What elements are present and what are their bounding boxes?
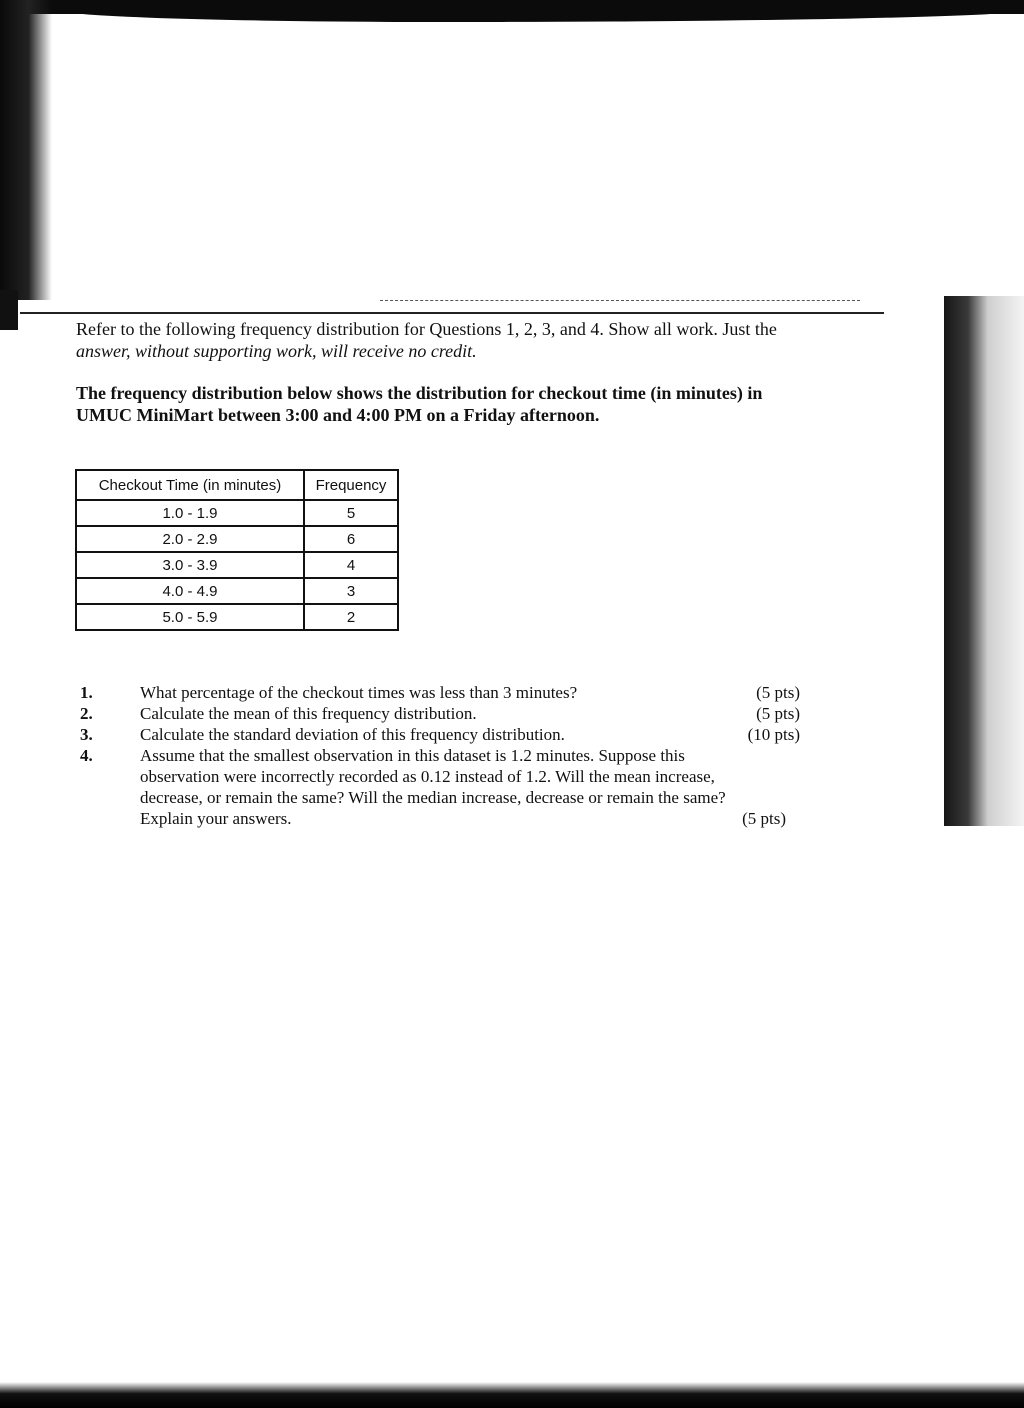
question-text-line: Explain your answers. [140,809,292,828]
cell-checkout-time: 2.0 - 2.9 [76,526,304,552]
cell-frequency: 2 [304,604,398,630]
question-number: 4. [80,746,93,765]
instructions-line-2: answer, without supporting work, will receive no credit. [76,341,477,361]
page-fold-line [380,300,860,301]
table-row [76,500,398,526]
instructions-line-1: Refer to the following frequency distribution for Questions 1, 2, 3, and 4. Show all work. Just the [76,319,777,339]
question-points: (10 pts) [747,725,800,744]
column-header-checkout-time: Checkout Time (in minutes) [76,470,304,500]
scan-edge-right [944,296,1024,826]
scan-edge-bottom [0,1382,1024,1408]
table-header-row [76,470,398,500]
cell-checkout-time: 5.0 - 5.9 [76,604,304,630]
frequency-table [75,469,399,631]
scan-edge-left [0,0,52,300]
question-text: Calculate the standard deviation of this frequency distribution. [140,725,565,744]
question-text: Calculate the mean of this frequency distribution. [140,704,477,723]
question-text: What percentage of the checkout times was less than 3 minutes? [140,683,578,702]
cell-checkout-time: 1.0 - 1.9 [76,500,304,526]
table-row [76,578,398,604]
question-list [80,682,800,829]
question-3 [80,724,800,745]
page-top-rule [20,312,884,314]
cell-frequency: 4 [304,552,398,578]
cell-frequency: 3 [304,578,398,604]
distribution-description [76,382,816,426]
instructions [76,318,816,362]
scan-edge-top-shadow [60,10,1024,22]
question-points: (5 pts) [756,704,800,723]
cell-frequency: 6 [304,526,398,552]
question-1 [80,682,800,703]
description-line-2: UMUC MiniMart between 3:00 and 4:00 PM on a Friday afternoon. [76,405,600,425]
cell-frequency: 5 [304,500,398,526]
question-number: 2. [80,704,93,723]
question-4 [80,745,800,829]
cell-checkout-time: 4.0 - 4.9 [76,578,304,604]
cell-checkout-time: 3.0 - 3.9 [76,552,304,578]
question-text [140,745,800,829]
question-points: (5 pts) [756,683,800,702]
table-row [76,526,398,552]
question-2 [80,703,800,724]
table-row [76,604,398,630]
question-number: 3. [80,725,93,744]
question-points: (5 pts) [742,809,786,828]
question-text-line: decrease, or remain the same? Will the median increase, decrease or remain the same? [140,788,726,807]
description-line-1: The frequency distribution below shows the distribution for checkout time (in minutes) in [76,383,763,403]
column-header-frequency: Frequency [304,470,398,500]
table-row [76,552,398,578]
question-text-line: observation were incorrectly recorded as 0.12 instead of 1.2. Will the mean increase, [140,767,715,786]
question-number: 1. [80,683,93,702]
scan-edge-left-mark [0,290,18,330]
question-text-line: Assume that the smallest observation in this dataset is 1.2 minutes. Suppose this [140,746,685,765]
